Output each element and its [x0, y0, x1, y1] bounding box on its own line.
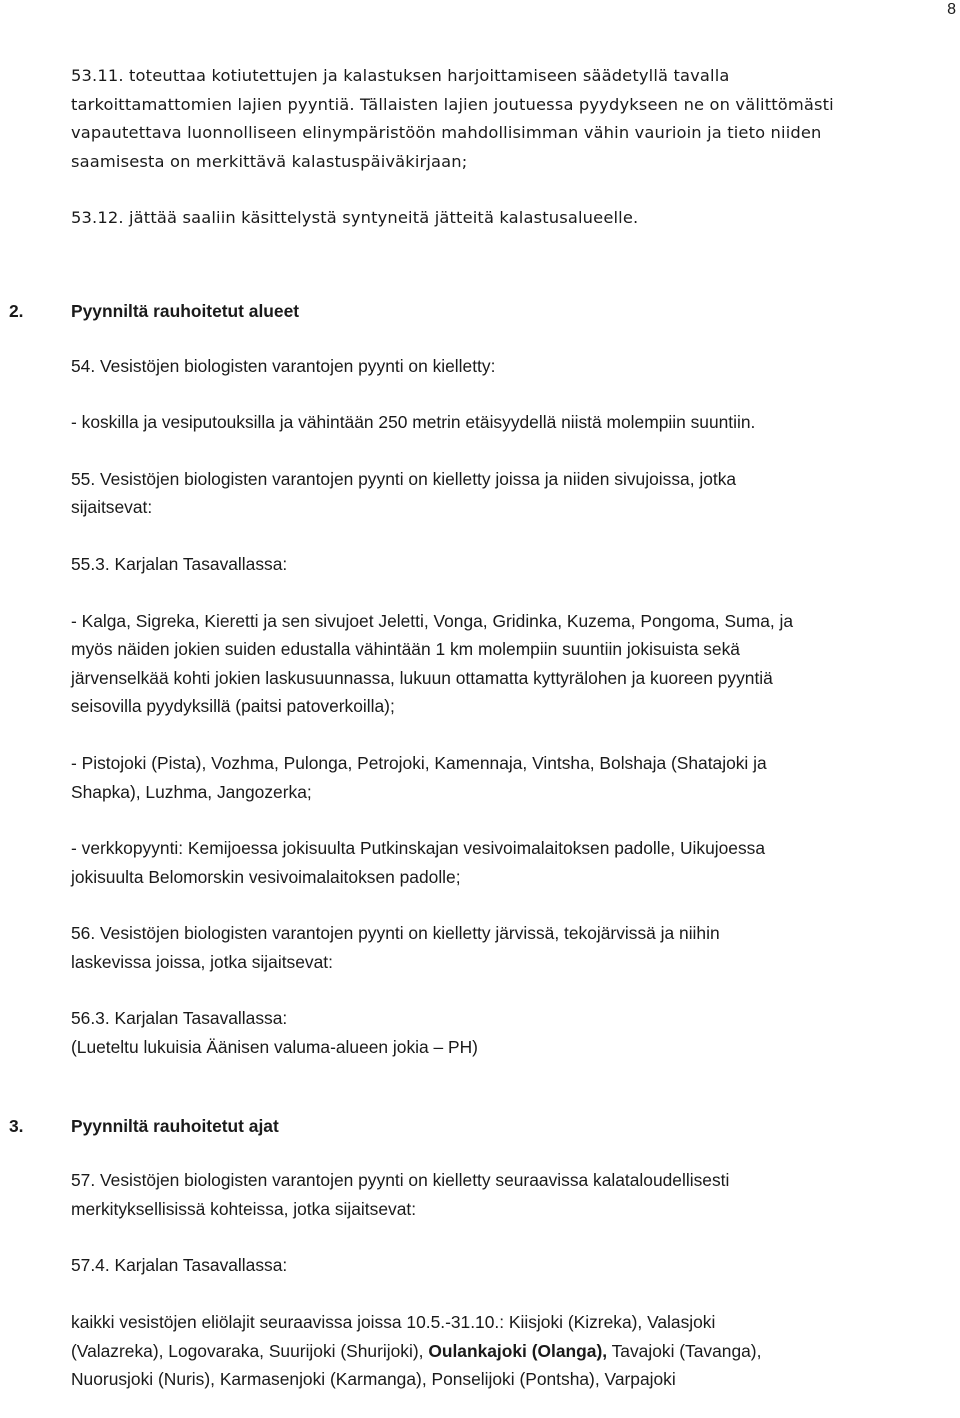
text-run: Tavajoki (Tavanga), — [607, 1340, 762, 1361]
text-line: Shapka), Luzhma, Jangozerka; — [71, 781, 312, 802]
text-line: laskevissa joissa, jotka sijaitsevat: — [71, 951, 333, 972]
text-line — [71, 1337, 949, 1366]
paragraph-56-3 — [71, 1004, 949, 1061]
section-title: Pyynniltä rauhoitetut alueet — [71, 300, 300, 321]
text-line: saamisesta on merkittävä kalastuspäiväkirjaan; — [71, 151, 468, 171]
paragraph-56 — [71, 919, 949, 976]
text-line: kaikki vesistöjen eliölajit seuraavissa joissa 10.5.-31.10.: Kiisjoki (Kizreka), Valasjoki — [71, 1312, 716, 1333]
text-line: 53.11. toteuttaa kotiutettujen ja kalastuksen harjoittamiseen säädetyllä tavalla — [71, 66, 730, 85]
paragraph-54-item: - koskilla ja vesiputouksilla ja vähintään 250 metrin etäisyydellä niistä molempiin suuntiin. — [71, 412, 756, 433]
paragraph-57-4-item — [71, 1308, 949, 1394]
section-title: Pyynniltä rauhoitetut ajat — [71, 1115, 279, 1136]
text-line: vapautettava luonnolliseen elinympäristöön mahdollisimman vähin vaurioin ja tieto niiden — [71, 123, 822, 143]
text-line: Nuorusjoki (Nuris), Karmasenjoki (Karmanga), Ponselijoki (Pontsha), Varpajoki — [71, 1369, 676, 1390]
text-line: merkityksellisissä kohteissa, jotka sijaitsevat: — [71, 1198, 417, 1219]
text-line: 56. Vesistöjen biologisten varantojen pyynti on kielletty järvissä, tekojärvissä ja niihin — [71, 923, 720, 944]
section-number: 2. — [9, 300, 24, 321]
text-line: jokisuulta Belomorskin vesivoimalaitoksen padolle; — [71, 866, 461, 887]
paragraph-55-3: 55.3. Karjalan Tasavallassa: — [71, 553, 288, 574]
section-heading-3 — [9, 1112, 949, 1141]
text-line: - Kalga, Sigreka, Kieretti ja sen sivujoet Jeletti, Vonga, Gridinka, Kuzema, Pongoma, Suma, ja — [71, 610, 794, 631]
text-line: 55. Vesistöjen biologisten varantojen pyynti on kielletty joissa ja niiden sivujoissa, jotka — [71, 468, 737, 489]
paragraph-55-3-item-3 — [71, 834, 949, 891]
bold-river-name: Oulankajoki (Olanga), — [428, 1340, 608, 1361]
text-line: järvenselkää kohti jokien laskusuunnassa, lukuun ottamatta kyttyrälohen ja kuoreen pyyntiä — [71, 667, 773, 688]
text-line: seisovilla pyydyksillä (paitsi patoverkoilla); — [71, 696, 395, 717]
text-line: sijaitsevat: — [71, 497, 153, 518]
paragraph-57-4: 57.4. Karjalan Tasavallassa: — [71, 1255, 288, 1276]
paragraph-57 — [71, 1166, 949, 1223]
paragraph-53-11 — [71, 62, 949, 176]
paragraph-55 — [71, 465, 949, 522]
text-line: myös näiden jokien suiden edustalla vähintään 1 km molempiin suuntiin jokisuista sekä — [71, 639, 740, 660]
paragraph-53-12: 53.12. jättää saaliin käsittelystä syntyneitä jätteitä kalastusalueelle. — [71, 208, 639, 228]
section-heading-2 — [9, 297, 949, 326]
text-line: 57. Vesistöjen biologisten varantojen pyynti on kielletty seuraavissa kalataloudellisesti — [71, 1170, 730, 1191]
paragraph-55-3-item-2 — [71, 749, 949, 806]
text-line: - verkkopyynti: Kemijoessa jokisuulta Putkinskajan vesivoimalaitoksen padolle, Uikujoessa — [71, 838, 766, 859]
paragraph-54: 54. Vesistöjen biologisten varantojen pyynti on kielletty: — [71, 355, 496, 376]
paragraph-55-3-item-1 — [71, 607, 949, 721]
section-number: 3. — [9, 1115, 24, 1136]
text-line: tarkoittamattomien lajien pyyntiä. Tällaisten lajien joutuessa pyydykseen ne on välittömästi — [71, 94, 834, 114]
document-body — [9, 62, 949, 1394]
text-line: - Pistojoki (Pista), Vozhma, Pulonga, Petrojoki, Kamennaja, Vintsha, Bolshaja (Shatajoki ja — [71, 752, 767, 773]
page-number: 8 — [947, 1, 956, 18]
text-run: (Valazreka), Logovaraka, Suurijoki (Shurijoki), — [71, 1340, 429, 1361]
text-line: 56.3. Karjalan Tasavallassa: — [71, 1008, 288, 1029]
text-line: (Lueteltu lukuisia Äänisen valuma-alueen jokia – PH) — [71, 1037, 478, 1058]
